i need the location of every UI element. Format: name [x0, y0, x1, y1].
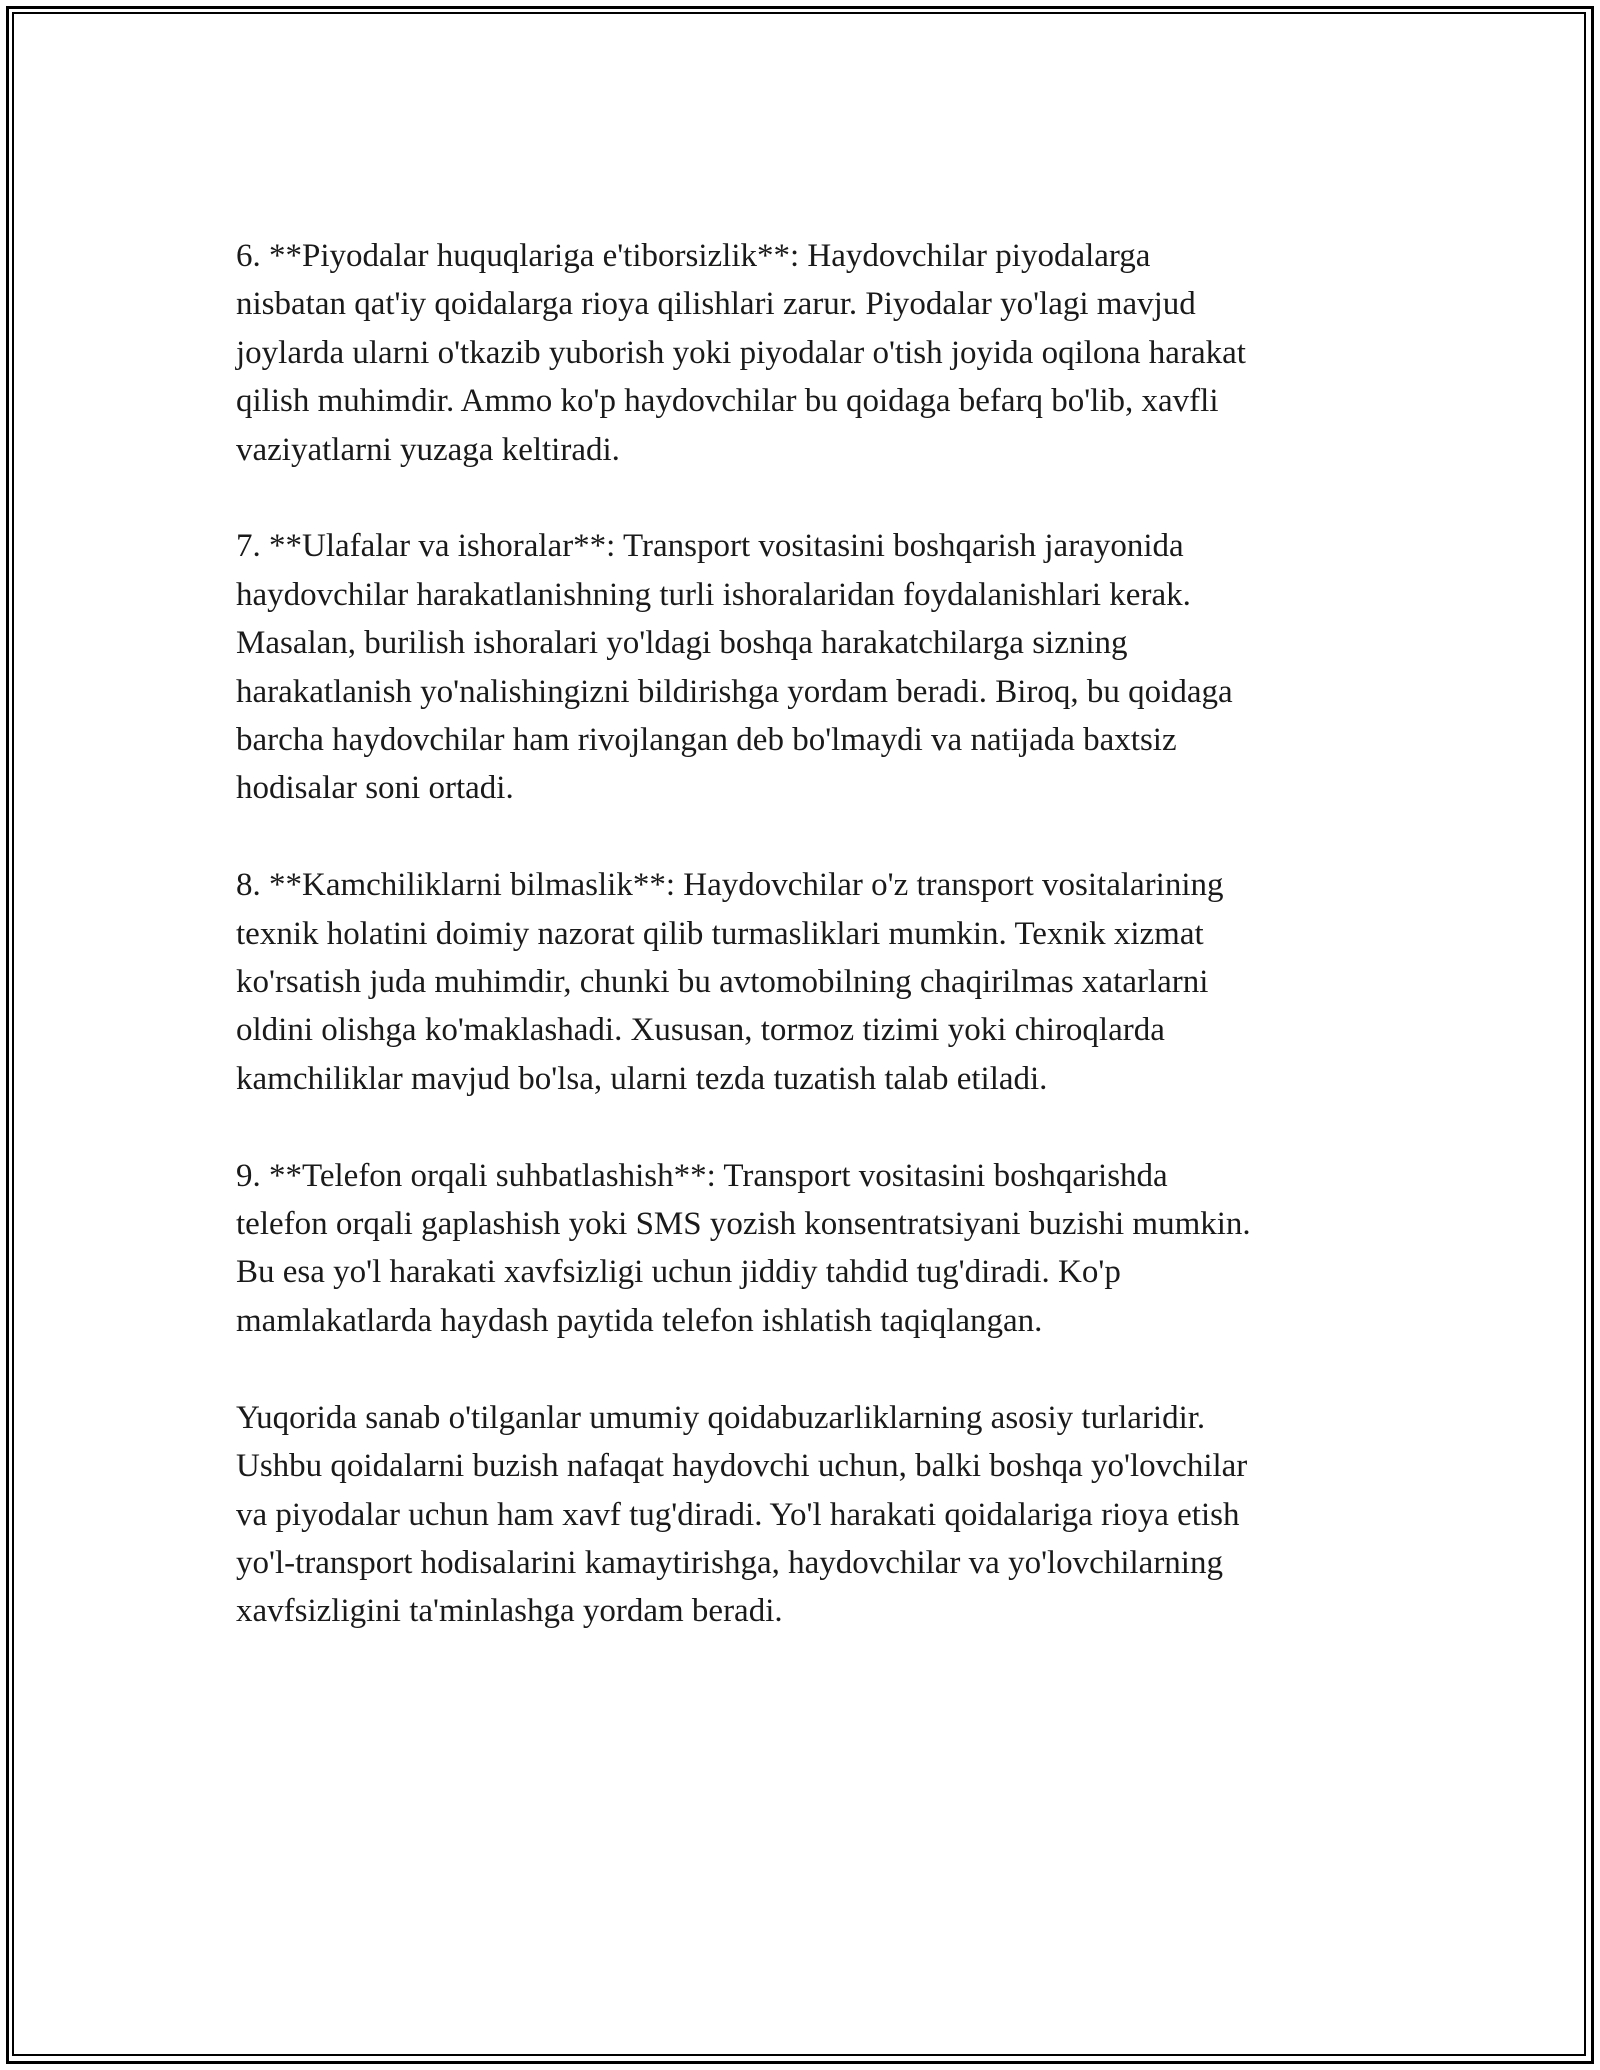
paragraph-item-9: 9. **Telefon orqali suhbatlashish**: Transport vositasini boshqarishda telefon orqali gaplashish yoki SMS yozish konsentratsiyani buzishi mumkin. Bu esa yo'l harakati xavfsizligi uchun jiddiy tahdid tug'diradi. Ko'p mamlakatlarda haydash paytida telefon ishlatish taqiqlangan.	[236, 1157, 1251, 1339]
paragraph-item-7: 7. **Ulafalar va ishoralar**: Transport vositasini boshqarish jarayonida haydovchilar harakatlanishning turli ishoralaridan foydalanishlari kerak. Masalan, burilish ishoralari yo'ldagi boshqa harakatchilarga sizning harakatlanish yo'nalishingizni bildirishga yordam beradi. Biroq, bu qoidaga barcha haydovchilar ham rivojlangan deb bo'lmaydi va natijada baxtsiz hodisalar soni ortadi.	[236, 528, 1233, 807]
paragraph-item-8: 8. **Kamchiliklarni bilmaslik**: Haydovchilar o'z transport vositalarining texnik holatini doimiy nazorat qilib turmasliklari mumkin. Texnik xizmat ko'rsatish juda muhimdir, chunki bu avtomobilning chaqirilmas xatarlarni oldini olishga ko'maklashadi. Xususan, tormoz tizimi yoki chiroqlarda kamchiliklar mavjud bo'lsa, ularni tezda tuzatish talab etiladi.	[236, 867, 1224, 1097]
document-body	[236, 232, 1396, 1636]
paragraph-item-6: 6. **Piyodalar huquqlariga e'tiborsizlik**: Haydovchilar piyodalarga nisbatan qat'iy qoidalarga rioya qilishlari zarur. Piyodalar yo'lagi mavjud joylarda ularni o'tkazib yuborish yoki piyodalar o'tish joyida oqilona harakat qilish muhimdir. Ammo ko'p haydovchilar bu qoidaga befarq bo'lib, xavfli vaziyatlarni yuzaga keltiradi.	[236, 238, 1246, 468]
paragraph-conclusion: Yuqorida sanab o'tilganlar umumiy qoidabuzarliklarning asosiy turlaridir. Ushbu qoidalarni buzish nafaqat haydovchi uchun, balki boshqa yo'lovchilar va piyodalar uchun ham xavf tug'diradi. Yo'l harakati qoidalariga rioya etish yo'l-transport hodisalarini kamaytirishga, haydovchilar va yo'lovchilarning xavfsizligini ta'minlashga yordam beradi.	[236, 1399, 1248, 1630]
